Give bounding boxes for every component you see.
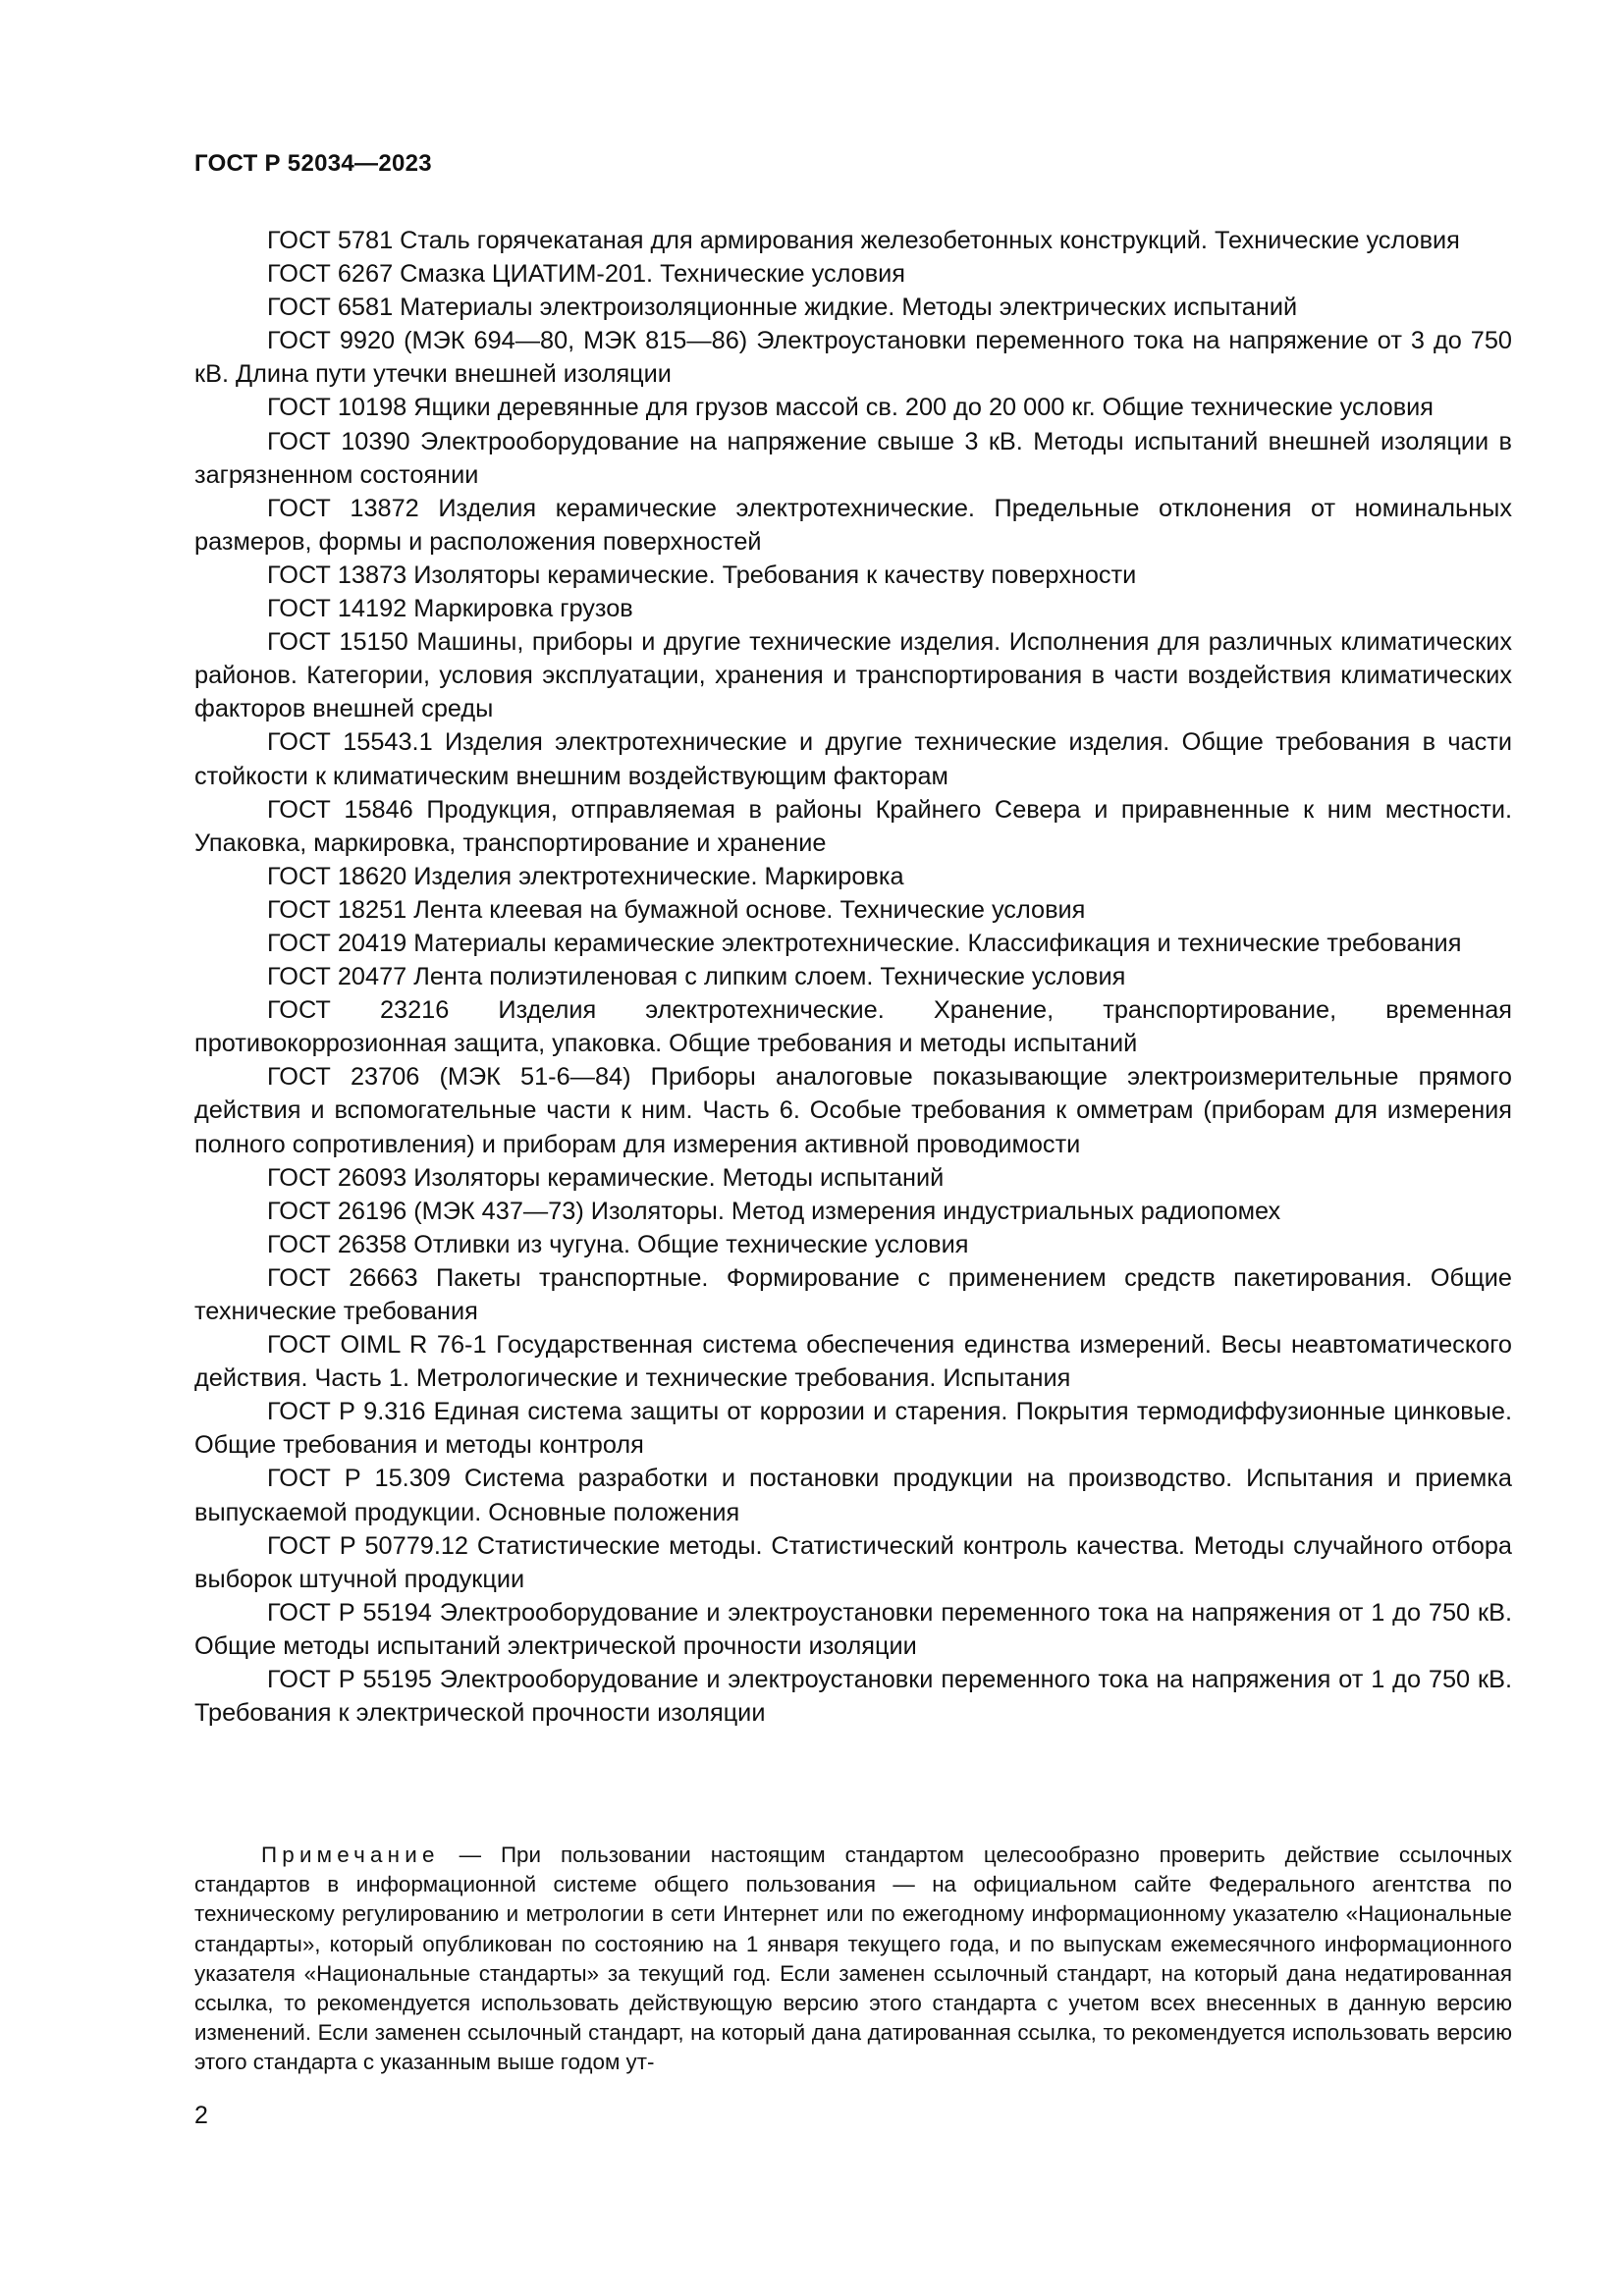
reference-item: ГОСТ 20419 Материалы керамические электротехнические. Классификация и технические требования: [267, 929, 1462, 957]
normative-references-list: [194, 224, 1512, 1730]
note-paragraph: [194, 1841, 1512, 2078]
note-label: Примечание: [261, 1842, 440, 1867]
reference-item: ГОСТ 9920 (МЭК 694—80, МЭК 815—86) Электроустановки переменного тока на напряжение от 3 до 750 кВ. Длина пути утечки внешней изоляции: [194, 327, 1512, 389]
reference-item: ГОСТ Р 9.316 Единая система защиты от коррозии и старения. Покрытия термодиффузионные цинковые. Общие требования и методы контроля: [194, 1398, 1512, 1460]
reference-item: ГОСТ 15150 Машины, приборы и другие технические изделия. Исполнения для различных климатических районов. Категории, условия эксплуатации, хранения и транспортирования в части воздействия климатических факторов внешней среды: [194, 628, 1512, 723]
reference-item: ГОСТ 26093 Изоляторы керамические. Методы испытаний: [267, 1163, 945, 1192]
reference-item: ГОСТ 20477 Лента полиэтиленовая с липким слоем. Технические условия: [267, 963, 1126, 991]
reference-item: ГОСТ 23216 Изделия электротехнические. Хранение, транспортирование, временная противокоррозионная защита, упаковка. Общие требования и методы испытаний: [194, 996, 1512, 1058]
reference-item: ГОСТ Р 55195 Электрооборудование и электроустановки переменного тока на напряжения от 1 до 750 кВ. Требования к электрической прочности изоляции: [194, 1666, 1512, 1728]
reference-item: ГОСТ 18620 Изделия электротехнические. Маркировка: [267, 862, 904, 890]
reference-item: ГОСТ 26663 Пакеты транспортные. Формирование с применением средств пакетирования. Общие технические требования: [194, 1263, 1512, 1325]
reference-item: ГОСТ 15846 Продукция, отправляемая в районы Крайнего Севера и приравненные к ним местности. Упаковка, маркировка, транспортирование и хранение: [194, 795, 1512, 857]
reference-item: ГОСТ 10390 Электрооборудование на напряжение свыше 3 кВ. Методы испытаний внешней изоляции в загрязненном состоянии: [194, 427, 1512, 489]
reference-item: ГОСТ 14192 Маркировка грузов: [267, 595, 633, 623]
reference-item: ГОСТ 26358 Отливки из чугуна. Общие технические условия: [267, 1230, 969, 1258]
reference-item: ГОСТ 6581 Материалы электроизоляционные жидкие. Методы электрических испытаний: [267, 294, 1298, 322]
reference-item: ГОСТ 26196 (МЭК 437—73) Изоляторы. Метод измерения индустриальных радиопомех: [267, 1197, 1281, 1225]
reference-item: ГОСТ Р 55194 Электрооборудование и электроустановки переменного тока на напряжения от 1 до 750 кВ. Общие методы испытаний электрической прочности изоляции: [194, 1598, 1512, 1660]
reference-item: ГОСТ 23706 (МЭК 51-6—84) Приборы аналоговые показывающие электроизмерительные прямого действия и вспомогательные части к ним. Часть 6. Особые требования к омметрам (приборам для измерения полного сопротивления) и приборам для измерения активной проводимости: [194, 1063, 1512, 1158]
reference-item: ГОСТ 13872 Изделия керамические электротехнические. Предельные отклонения от номинальных размеров, формы и расположения поверхностей: [194, 494, 1512, 556]
reference-item: ГОСТ 6267 Смазка ЦИАТИМ-201. Технические условия: [267, 260, 905, 289]
reference-item: ГОСТ Р 50779.12 Статистические методы. Статистический контроль качества. Методы случайного отбора выборок штучной продукции: [194, 1531, 1512, 1593]
document-header: ГОСТ Р 52034—2023: [194, 150, 432, 177]
reference-item: ГОСТ 5781 Сталь горячекатаная для армирования железобетонных конструкций. Технические условия: [267, 227, 1460, 254]
note-text: — При пользовании настоящим стандартом целесообразно проверить действие ссылочных стандартов в информационной системе общего пользования — на официальном сайте Федерального агентства по техническому регулированию и метрологии в сети Интернет или по ежегодному информационному указателю «Национальные стандарты», который опубликован по состоянию на 1 января текущего года, и по выпускам ежемесячного информационного указателя «Национальные стандарты» за текущий год. Если заменен ссылочный стандарт, на который дана недатированная ссылка, то рекомендуется использовать действующую версию этого стандарта с учетом всех внесенных в данную версию изменений. Если заменен ссылочный стандарт, на который дана датированная ссылка, то рекомендуется использовать версию этого стандарта с указанным выше годом ут-: [194, 1842, 1512, 2075]
page-number: 2: [194, 2102, 208, 2129]
reference-item: ГОСТ 10198 Ящики деревянные для грузов массой св. 200 до 20 000 кг. Общие технические условия: [267, 394, 1435, 422]
reference-item: ГОСТ 13873 Изоляторы керамические. Требования к качеству поверхности: [267, 561, 1137, 589]
reference-item: ГОСТ 15543.1 Изделия электротехнические и другие технические изделия. Общие требования в части стойкости к климатическим внешним воздействующим факторам: [194, 728, 1512, 790]
reference-item: ГОСТ OIML R 76-1 Государственная система обеспечения единства измерений. Весы неавтоматического действия. Часть 1. Метрологические и технические требования. Испытания: [194, 1331, 1512, 1393]
reference-item: ГОСТ Р 15.309 Система разработки и постановки продукции на производство. Испытания и приемка выпускаемой продукции. Основные положения: [194, 1465, 1512, 1526]
reference-item: ГОСТ 18251 Лента клеевая на бумажной основе. Технические условия: [267, 895, 1086, 924]
